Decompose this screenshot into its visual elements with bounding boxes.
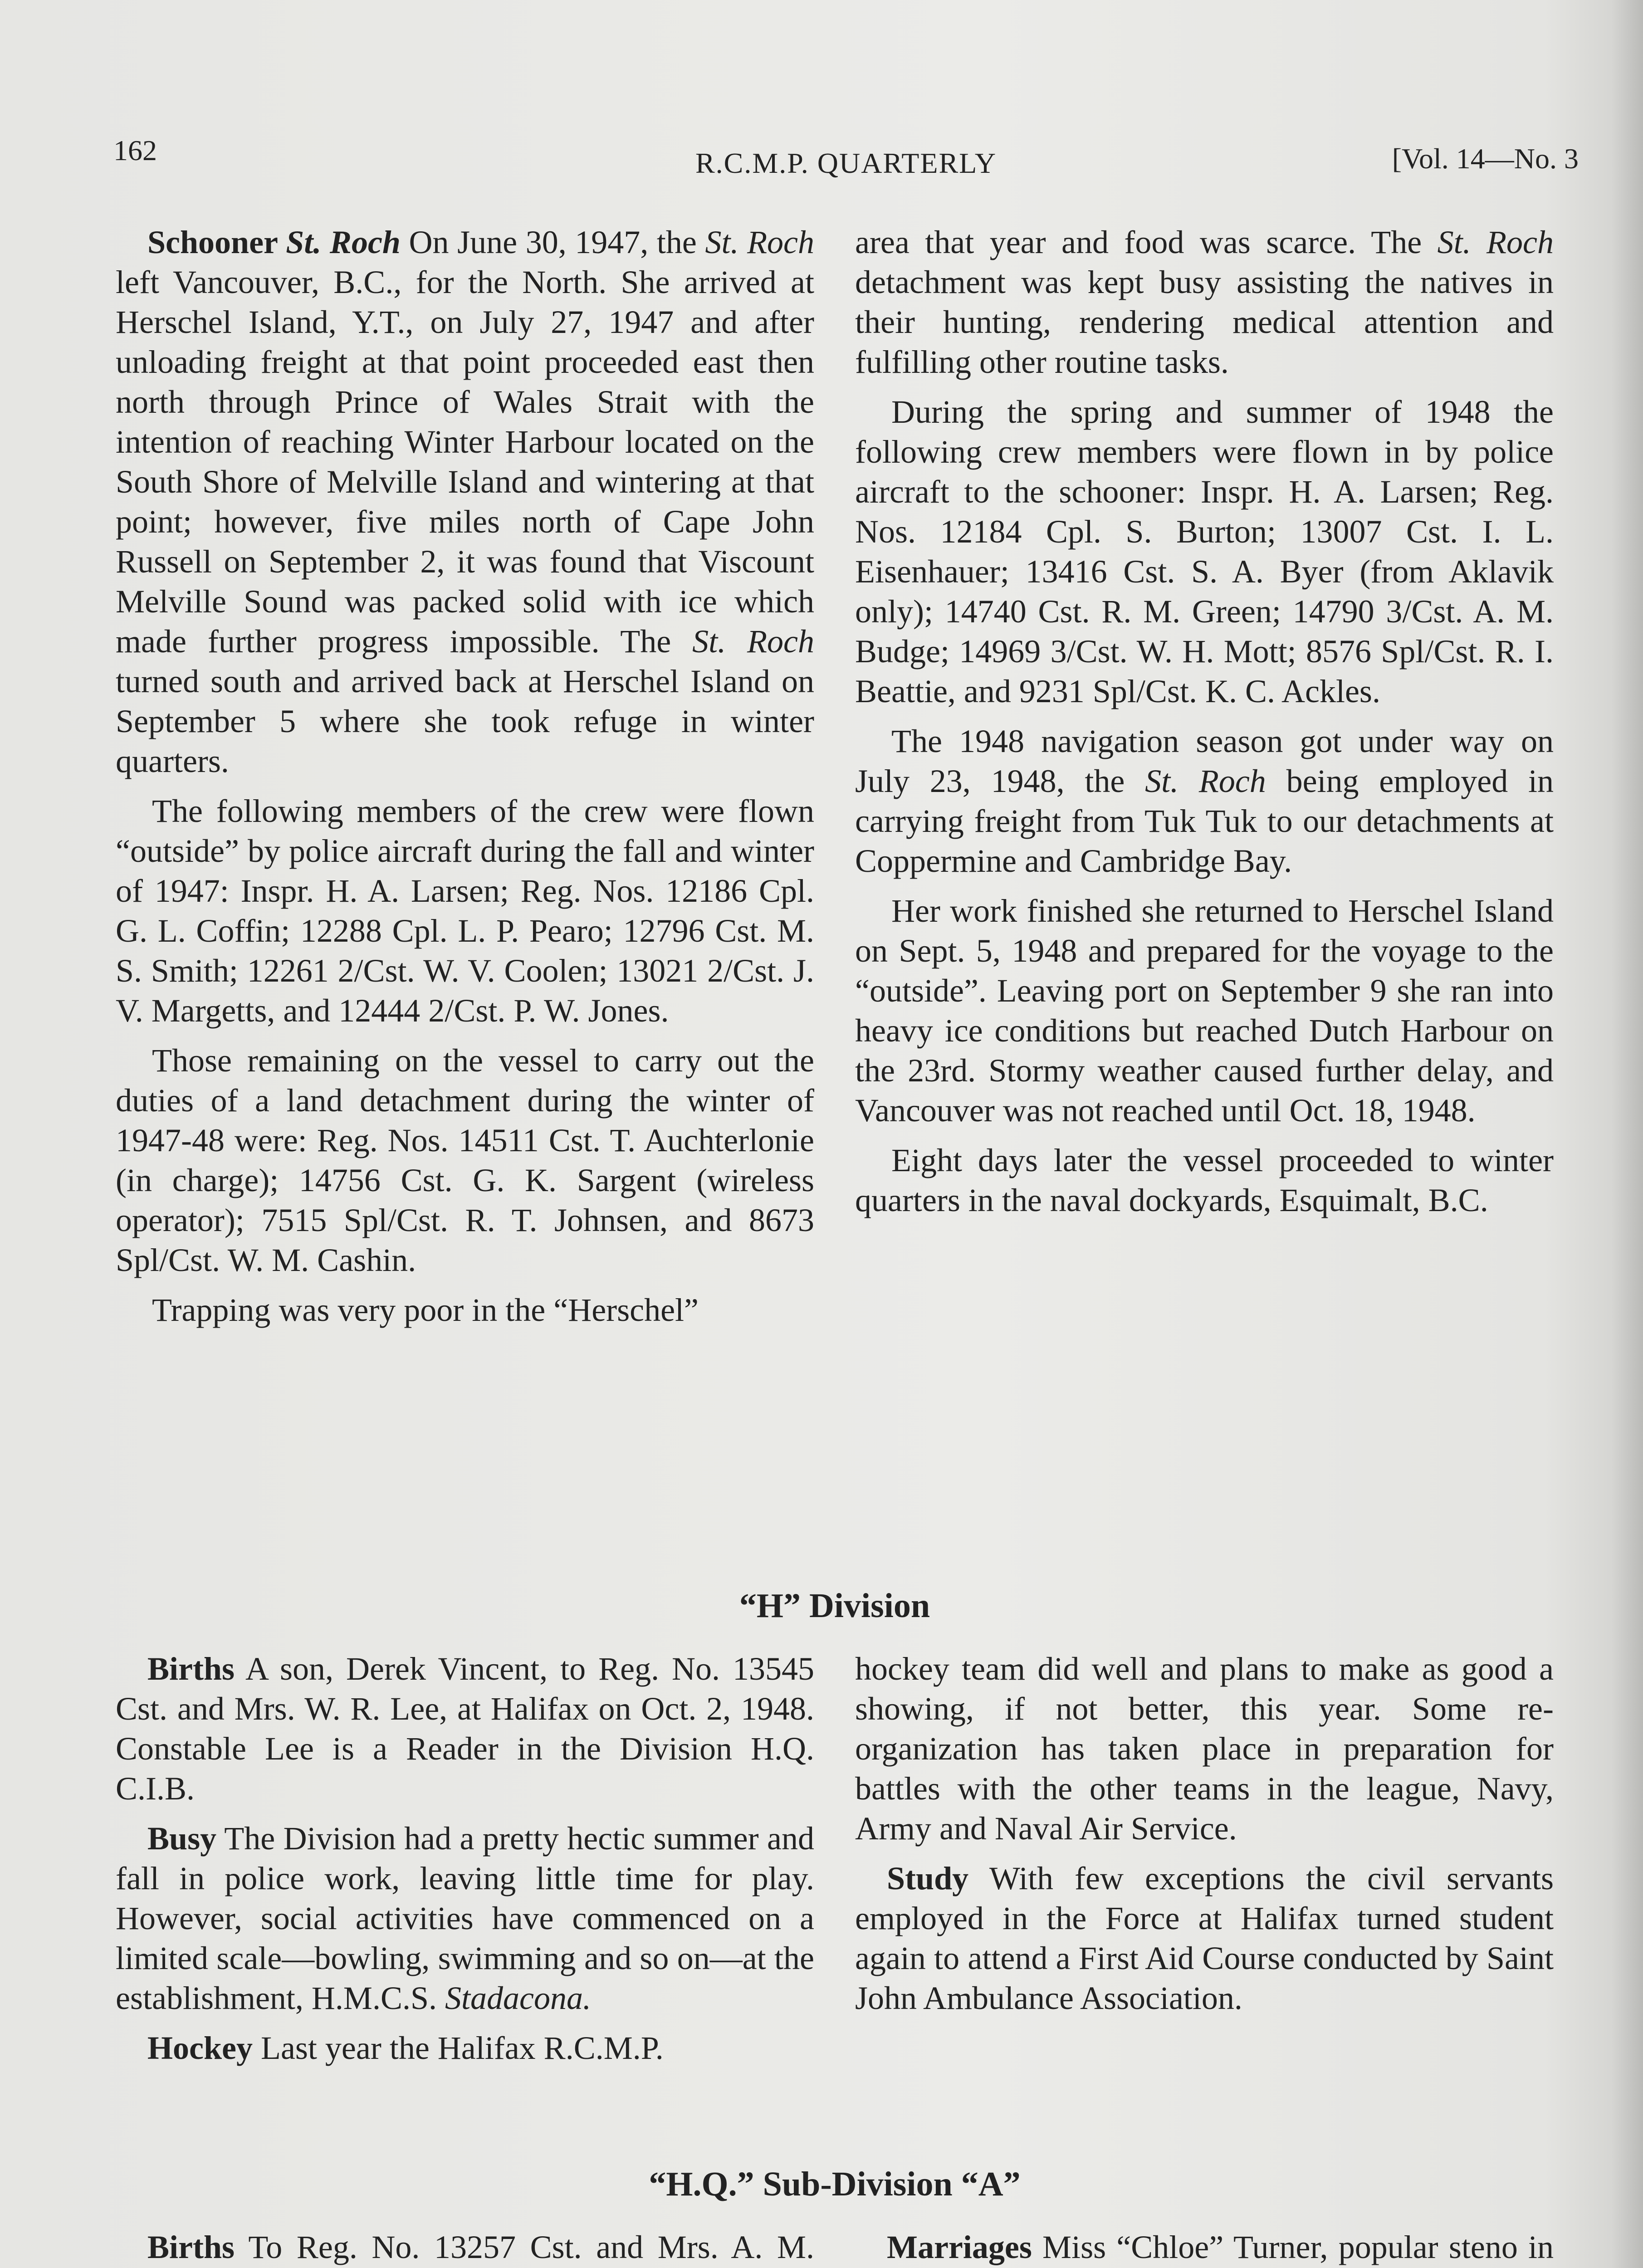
st-roch-paragraph-3: Those remaining on the vessel to carry out the duties of a land detachment during the winter of 1947-48 were: Reg. Nos. 14511 Cst. T. Auchterlonie (in charge); 14756 Cst. G. K. Sargent (wireless operator); 7515 Spl/Cst. R. T. Johnsen, and 8673 Spl/Cst. W. M. Cashin. bbox=[116, 1042, 814, 1278]
st-roch-paragraph-4: Trapping was very poor in the “Herschel” bbox=[152, 1292, 699, 1328]
st-roch-paragraph-1: Schooner St. Roch On June 30, 1947, the St. Roch left Vancouver, B.C., for the North. She arrived at Herschel Island, Y.T., on July 27, 1947 and after unloading freight at that point proceeded east then north through Prince of Wales Strait with the intention of reaching Winter Harbour located on the South Shore of Melville Island and wintering at that point; however, five miles north of Cape John Russell on September 2, it was found that Viscount Melville Sound was packed solid with ice which made further progress impossible. The St. Roch turned south and arrived back at Herschel Island on September 5 where she took refuge in winter quarters. bbox=[116, 224, 815, 779]
marriages-paragraph: Marriages Miss “Chloe” Turner, popular steno in bbox=[887, 2229, 1554, 2265]
births-paragraph: Births To Reg. No. 13257 Cst. and Mrs. A. M. bbox=[147, 2229, 814, 2265]
st-roch-paragraph-6: During the spring and summer of 1948 the following crew members were flown in by police aircraft to the schooner: Inspr. H. A. Larsen; Reg. Nos. 12184 Cpl. S. Burton; 13007 Cst. I. L. Eisenhauer; 13416 Cst. S. A. Byer (from Aklavik only); 14740 Cst. R. M. Green; 14790 3/Cst. A. M. Budge; 14969 3/Cst. W. H. Mott; 8576 Spl/Cst. R. I. Beattie, and 9231 Spl/Cst. K. C. Ackles. bbox=[855, 394, 1554, 709]
running-header bbox=[113, 134, 1579, 184]
study-paragraph: Study With few exceptions the civil servants employed in the Force at Halifax turned student again to attend a First Aid Course conducted by Saint John Ambulance Association. bbox=[855, 1860, 1554, 2016]
st-roch-paragraph-9: Eight days later the vessel proceeded to winter quarters in the naval dockyards, Esquimalt, B.C. bbox=[855, 1142, 1554, 1218]
births-paragraph: Births A son, Derek Vincent, to Reg. No. 13545 Cst. and Mrs. W. R. Lee, at Halifax on Oct. 2, 1948. Constable Lee is a Reader in the Division H.Q. C.I.B. bbox=[116, 1651, 814, 1807]
page-number: 162 bbox=[113, 134, 157, 166]
volume-issue: [Vol. 14—No. 3 bbox=[1392, 142, 1579, 175]
st-roch-paragraph-2: The following members of the crew were flown “outside” by police aircraft during the fall and winter of 1947: Inspr. H. A. Larsen; Reg. Nos. 12186 Cpl. G. L. Coffin; 12288 Cpl. L. P. Pearo; 12796 Cst. M. S. Smith; 12261 2/Cst. W. V. Coolen; 13021 2/Cst. J. V. Margetts, and 12444 2/Cst. P. W. Jones. bbox=[116, 793, 814, 1029]
busy-paragraph: Busy The Division had a pretty hectic summer and fall in police work, leaving little time for play. However, social activities have commenced on a limited scale—bowling, swimming and so on—at the establishment, H.M.C.S. Stadacona. bbox=[116, 1820, 814, 2016]
right-column bbox=[855, 1649, 1554, 2078]
h-division-section bbox=[116, 1585, 1554, 2078]
left-column bbox=[116, 1649, 814, 2078]
hq-sub-division-section bbox=[116, 2164, 1554, 2268]
hockey-paragraph-continued: hockey team did well and plans to make as good a showing, if not better, this year. Some re-organization has taken place in preparation for battles with the other teams in the league, Navy, Army and Naval Air Service. bbox=[855, 1651, 1554, 1847]
st-roch-paragraph-7: The 1948 navigation season got under way on July 23, 1948, the St. Roch being employed in carrying freight from Tuk Tuk to our detachments at Coppermine and Cambridge Bay. bbox=[855, 723, 1554, 879]
right-column bbox=[855, 2227, 1554, 2268]
hockey-paragraph: Hockey Last year the Halifax R.C.M.P. bbox=[147, 2030, 664, 2066]
right-column bbox=[855, 222, 1554, 1340]
left-column bbox=[116, 2227, 814, 2268]
left-column bbox=[116, 222, 814, 1340]
journal-title: R.C.M.P. QUARTERLY bbox=[695, 147, 997, 179]
page-edge-shadow bbox=[1611, 0, 1643, 2268]
hq-sub-division-heading: “H.Q.” Sub-Division “A” bbox=[649, 2165, 1021, 2203]
h-division-heading: “H” Division bbox=[739, 1587, 930, 1625]
st-roch-paragraph-8: Her work finished she returned to Herschel Island on Sept. 5, 1948 and prepared for the voyage to the “outside”. Leaving port on September 9 she ran into heavy ice conditions but reached Dutch Harbour on the 23rd. Stormy weather caused further delay, and Vancouver was not reached until Oct. 18, 1948. bbox=[855, 893, 1554, 1129]
st-roch-section bbox=[116, 222, 1554, 1340]
st-roch-paragraph-5: area that year and food was scarce. The St. Roch detachment was kept busy assisting the natives in their hunting, rendering medical attention and fulfilling other routine tasks. bbox=[855, 224, 1554, 380]
